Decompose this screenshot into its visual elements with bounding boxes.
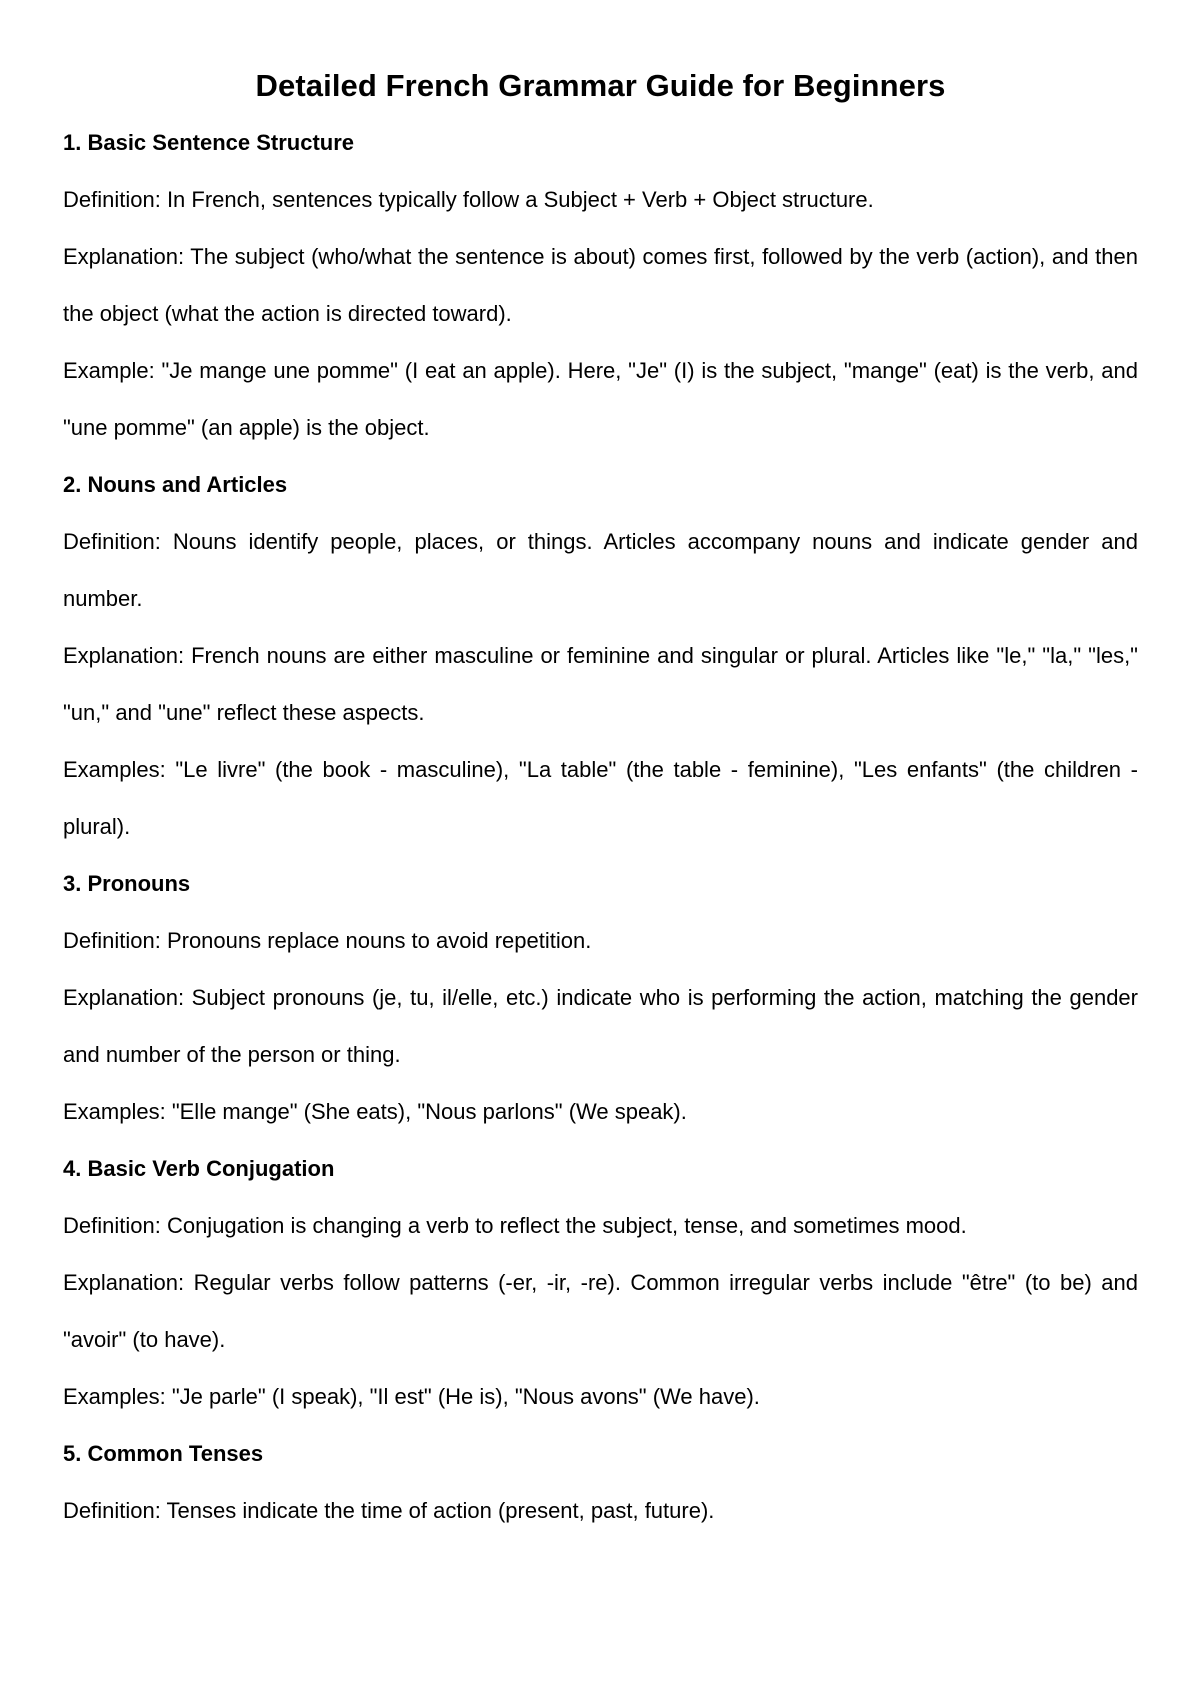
section-nouns-and-articles xyxy=(63,456,1138,855)
section-basic-sentence-structure xyxy=(63,114,1138,456)
section-pronouns xyxy=(63,855,1138,1140)
section-common-tenses xyxy=(63,1425,1138,1539)
definition-paragraph: Definition: Pronouns replace nouns to avoid repetition. xyxy=(63,928,592,953)
definition-paragraph: Definition: In French, sentences typically follow a Subject + Verb + Object structure. xyxy=(63,187,874,212)
section-heading: 1. Basic Sentence Structure xyxy=(63,130,355,155)
explanation-paragraph: Explanation: The subject (who/what the sentence is about) comes first, followed by the verb (action), and then the object (what the action is directed toward). xyxy=(63,244,1138,326)
definition-paragraph: Definition: Conjugation is changing a verb to reflect the subject, tense, and sometimes mood. xyxy=(63,1213,967,1238)
explanation-paragraph: Explanation: Regular verbs follow patterns (-er, -ir, -re). Common irregular verbs include "être" (to be) and "avoir" (to have). xyxy=(63,1270,1138,1352)
definition-paragraph: Definition: Tenses indicate the time of action (present, past, future). xyxy=(63,1498,715,1523)
document-title: Detailed French Grammar Guide for Beginners xyxy=(255,68,946,103)
example-paragraph: Examples: "Le livre" (the book - masculine), "La table" (the table - feminine), "Les enfants" (the children - plural). xyxy=(63,757,1138,839)
section-heading: 5. Common Tenses xyxy=(63,1441,264,1466)
example-paragraph: Example: "Je mange une pomme" (I eat an apple). Here, "Je" (I) is the subject, "mange" (eat) is the verb, and "une pomme" (an apple) is the object. xyxy=(63,358,1138,440)
example-paragraph: Examples: "Je parle" (I speak), "Il est" (He is), "Nous avons" (We have). xyxy=(63,1384,760,1409)
section-heading: 2. Nouns and Articles xyxy=(63,472,288,497)
explanation-paragraph: Explanation: Subject pronouns (je, tu, il/elle, etc.) indicate who is performing the action, matching the gender and number of the person or thing. xyxy=(63,985,1138,1067)
section-heading: 4. Basic Verb Conjugation xyxy=(63,1156,335,1181)
explanation-paragraph: Explanation: French nouns are either masculine or feminine and singular or plural. Articles like "le," "la," "les," "un," and "une" reflect these aspects. xyxy=(63,643,1138,725)
section-heading: 3. Pronouns xyxy=(63,871,191,896)
definition-paragraph: Definition: Nouns identify people, places, or things. Articles accompany nouns and indicate gender and number. xyxy=(63,529,1138,611)
example-paragraph: Examples: "Elle mange" (She eats), "Nous parlons" (We speak). xyxy=(63,1099,687,1124)
section-basic-verb-conjugation xyxy=(63,1140,1138,1425)
